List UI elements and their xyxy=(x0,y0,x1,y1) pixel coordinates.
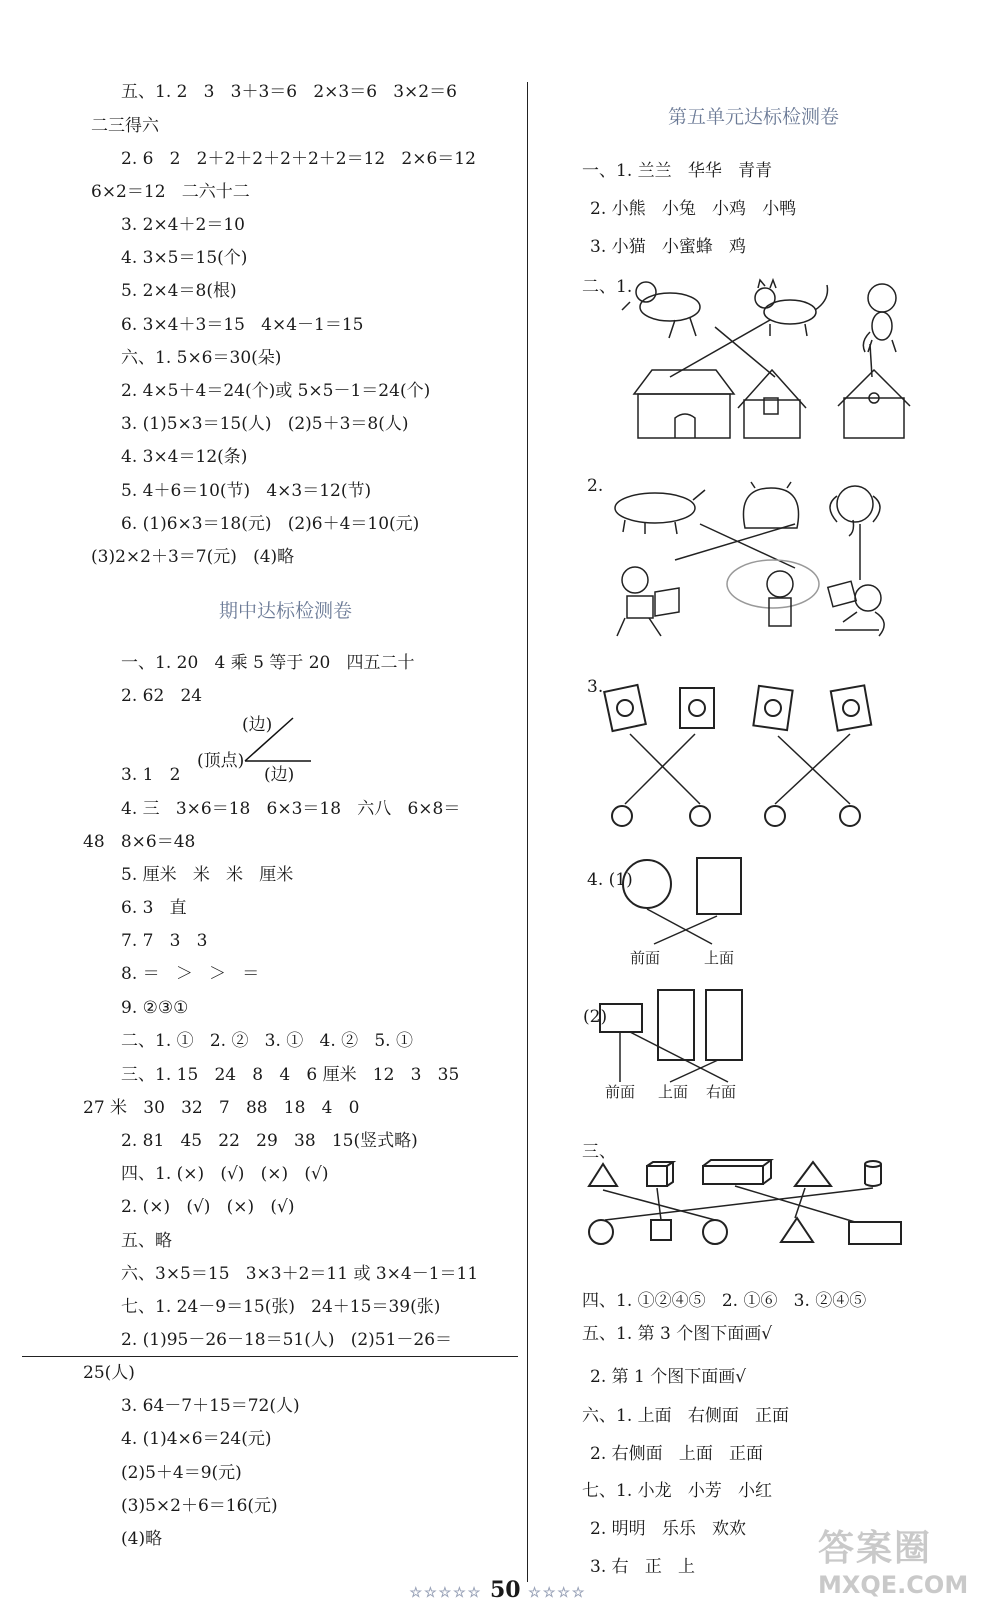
midterm-answer-line: 7. 7 3 3 xyxy=(121,931,208,951)
watermark xyxy=(818,1520,968,1599)
child-drawing-1-icon xyxy=(617,567,679,636)
unit5-answer-line: 4. (1) xyxy=(587,870,633,890)
elephant-icon xyxy=(830,486,880,536)
house-1-icon xyxy=(634,370,734,438)
child-drawing-3-icon xyxy=(828,581,884,636)
midterm-answer-line: 五、略 xyxy=(121,1231,172,1251)
midterm-answer-line: 三、1. 15 24 8 4 6 厘米 12 3 35 xyxy=(121,1065,460,1085)
footer-stars-right-icon: ☆☆☆☆ xyxy=(528,1585,587,1601)
midterm-answer-line: (4)略 xyxy=(121,1529,163,1549)
rhino-icon xyxy=(615,490,705,534)
animals-children-figure xyxy=(605,480,905,650)
unit5-answer-line: 二、1. xyxy=(582,277,633,297)
unit-answer-line: 5. 4＋6＝10(节) 4×3＝12(节) xyxy=(121,481,372,501)
midterm-answer-line: 4. 三 3×6＝18 6×3＝18 六八 6×8＝ xyxy=(121,799,461,819)
unit-answer-line: 4. 3×4＝12(条) xyxy=(121,447,248,467)
face-1-icon xyxy=(612,806,632,826)
footer-stars-left-icon: ☆☆☆☆☆ xyxy=(409,1585,483,1601)
unit5-answer-line: 四、1. ①②④⑤ 2. ①⑥ 3. ②④⑤ xyxy=(582,1291,867,1311)
unit-answer-line: 二三得六 xyxy=(91,116,159,136)
portrait-frame-2-icon xyxy=(680,688,714,728)
unit-answer-line: 4. 3×5＝15(个) xyxy=(121,248,248,268)
midterm-answer-line: 一、1. 20 4 乘 5 等于 20 四五二十 xyxy=(121,653,415,673)
midterm-answer-line: 4. (1)4×6＝24(元) xyxy=(121,1429,272,1449)
view-label-front-1: 前面 xyxy=(630,949,661,967)
midterm-answer-line: (3)5×2＋6＝16(元) xyxy=(121,1496,278,1516)
cube-icon xyxy=(647,1162,673,1186)
unit-answer-line: 5. 2×4＝8(根) xyxy=(121,281,237,301)
midterm-answer-line: 六、3×5＝15 3×3＋2＝11 或 3×4－1＝11 xyxy=(121,1264,479,1284)
midterm-answer-line: 2. (×) (√) (×) (√) xyxy=(121,1197,295,1217)
unit-answer-line: 五、1. 2 3 3＋3＝6 2×3＝6 3×2＝6 xyxy=(121,82,457,102)
unit5-answer-line: (2) xyxy=(583,1007,608,1027)
midterm-answer-line: 9. ②③① xyxy=(121,998,189,1018)
midterm-answer-line: 5. 厘米 米 米 厘米 xyxy=(121,865,294,885)
midterm-answer-line: 25(人) xyxy=(83,1363,135,1383)
midterm-answer-line: 四、1. (×) (√) (×) (√) xyxy=(121,1164,329,1184)
angle-edge-label-2: (边) xyxy=(264,765,295,785)
views-figure-2 xyxy=(600,990,760,1090)
midterm-answer-line: 二、1. ① 2. ② 3. ① 4. ② 5. ① xyxy=(121,1031,413,1051)
midterm-answer-line: 6. 3 直 xyxy=(121,898,187,918)
child-drawing-2-icon xyxy=(727,560,819,626)
unit5-answer-line: 2. 明明 乐乐 欢欢 xyxy=(590,1519,747,1539)
view-label-front-2: 前面 xyxy=(605,1083,636,1101)
watermark-top: 答案圈 xyxy=(818,1528,933,1569)
unit-answer-line: 6×2＝12 二六十二 xyxy=(91,182,250,202)
triangle-face-icon xyxy=(781,1218,813,1242)
midterm-answer-line: 27 米 30 32 7 88 18 4 0 xyxy=(83,1098,360,1118)
unit5-answer-line: 2. 小熊 小兔 小鸡 小鸭 xyxy=(590,199,797,219)
unit-answer-line: 3. (1)5×3＝15(人) (2)5＋3＝8(人) xyxy=(121,414,409,434)
midterm-title: 期中达标检测卷 xyxy=(219,600,353,622)
midterm-answer-line: 8. ＝ ＞ ＞ ＝ xyxy=(121,964,260,984)
watermark-bottom: MXQE.COM xyxy=(818,1571,969,1599)
unit-answer-line: 2. 6 2 2＋2＋2＋2＋2＋2＝12 2×6＝12 xyxy=(121,149,476,169)
page-number: 50 xyxy=(489,1577,521,1603)
house-2-icon xyxy=(738,370,806,438)
unit-answer-line: 3. 2×4＋2＝10 xyxy=(121,215,245,235)
solids-faces-figure xyxy=(585,1160,905,1250)
face-3-icon xyxy=(765,806,785,826)
portrait-frame-3-icon xyxy=(753,686,792,730)
circle-face-2-icon xyxy=(703,1220,727,1244)
unit5-answer-line: 三、 xyxy=(582,1142,616,1162)
midterm-answer-line: 2. (1)95－26－18＝51(人) (2)51－26＝ xyxy=(121,1330,453,1350)
animals-houses-figure xyxy=(620,272,950,452)
section-divider xyxy=(22,1356,518,1357)
angle-vertex-label: (顶点) xyxy=(197,751,245,771)
unit-answer-line: 2. 4×5＋4＝24(个)或 5×5－1＝24(个) xyxy=(121,381,431,401)
square-face-icon xyxy=(651,1220,671,1240)
unit5-answer-line: 五、1. 第 3 个图下面画√ xyxy=(582,1324,773,1344)
midterm-answer-line: 2. 81 45 22 29 38 15(竖式略) xyxy=(121,1131,418,1151)
midterm-answer-line: 2. 62 24 xyxy=(121,686,203,706)
midterm-answer-line: 七、1. 24－9＝15(张) 24＋15＝39(张) xyxy=(121,1297,441,1317)
unit5-answer-line: 3. 右 正 上 xyxy=(590,1557,696,1577)
duck-icon xyxy=(622,282,700,338)
unit5-answer-line: 2. 第 1 个图下面画√ xyxy=(590,1367,747,1387)
unit-answer-line: 6. (1)6×3＝18(元) (2)6＋4＝10(元) xyxy=(121,514,420,534)
midterm-answer-line: 3. 64－7＋15＝72(人) xyxy=(121,1396,300,1416)
cuboid-icon xyxy=(703,1160,771,1184)
face-4-icon xyxy=(840,806,860,826)
rectangle-face-icon xyxy=(849,1222,901,1244)
midterm-answer-line: 3. 1 2 xyxy=(121,765,181,785)
portrait-frame-1-icon xyxy=(604,685,646,731)
face-2-icon xyxy=(690,806,710,826)
unit5-answer-line: 七、1. 小龙 小芳 小红 xyxy=(582,1481,773,1501)
unit5-answer-line: 一、1. 兰兰 华华 青青 xyxy=(582,161,773,181)
unit5-answer-line: 3. 小猫 小蜜蜂 鸡 xyxy=(590,237,747,257)
circle-face-icon xyxy=(589,1220,613,1244)
unit5-title: 第五单元达标检测卷 xyxy=(668,106,840,128)
cone-icon xyxy=(589,1164,617,1186)
portrait-frame-4-icon xyxy=(831,685,871,730)
view-label-top-1: 上面 xyxy=(704,949,735,967)
portraits-faces-figure xyxy=(600,684,890,834)
hippo-back-icon xyxy=(743,482,798,528)
midterm-answer-line: (2)5＋4＝9(元) xyxy=(121,1463,242,1483)
view-label-right-2: 右面 xyxy=(706,1083,737,1101)
column-divider xyxy=(527,82,528,1582)
unit5-answer-line: 2. 右侧面 上面 正面 xyxy=(590,1444,764,1464)
unit-answer-line: (3)2×2＋3＝7(元) (4)略 xyxy=(91,547,295,567)
prism-icon xyxy=(795,1162,831,1186)
midterm-answer-line: 48 8×6＝48 xyxy=(83,832,196,852)
angle-edge-label-1: (边) xyxy=(242,715,273,735)
unit-answer-line: 六、1. 5×6＝30(朵) xyxy=(121,348,282,368)
cat-icon xyxy=(755,280,828,336)
monkey-icon xyxy=(863,284,896,352)
views-figure-1 xyxy=(622,854,762,944)
unit5-answer-line: 3. xyxy=(587,677,604,697)
unit5-answer-line: 六、1. 上面 右侧面 正面 xyxy=(582,1406,790,1426)
unit5-answer-line: 2. xyxy=(587,476,604,496)
unit-answer-line: 6. 3×4＋3＝15 4×4－1＝15 xyxy=(121,315,364,335)
house-3-icon xyxy=(838,370,910,438)
view-label-top-2: 上面 xyxy=(658,1083,689,1101)
